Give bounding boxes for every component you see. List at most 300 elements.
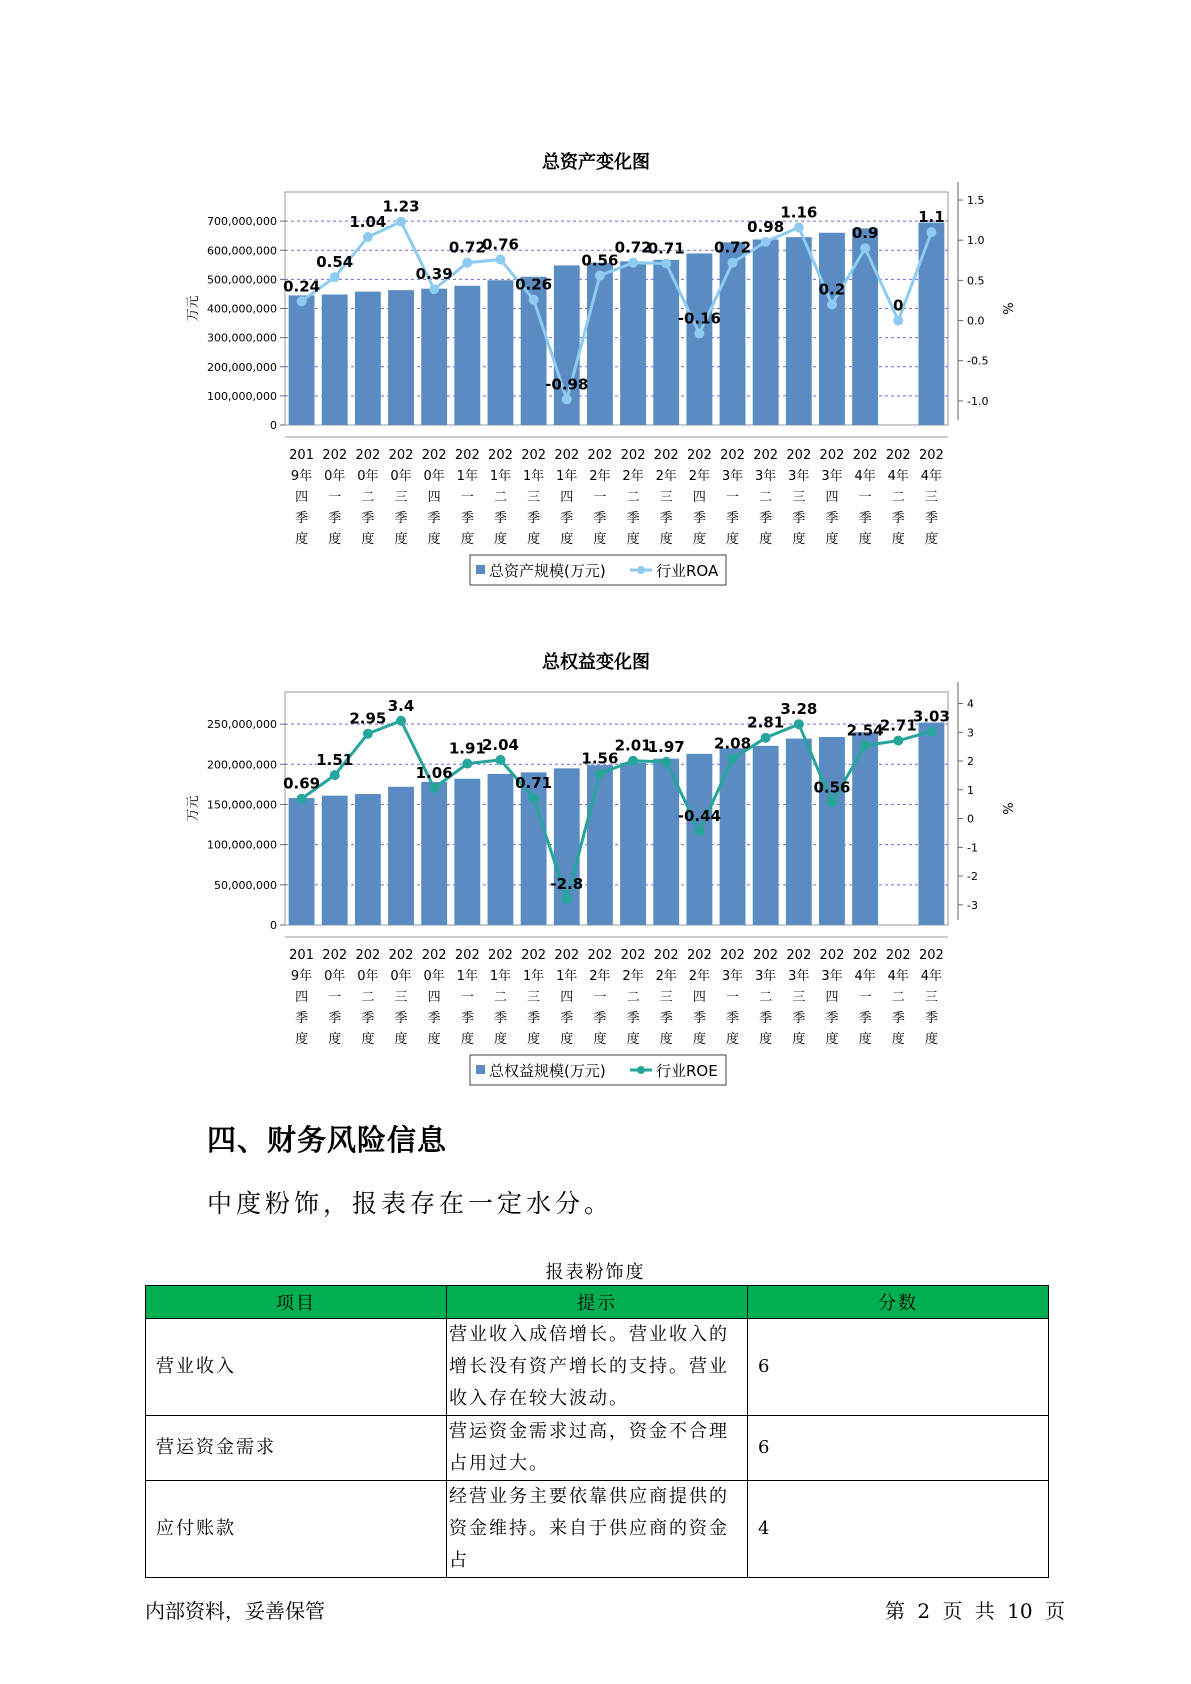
series-point xyxy=(661,757,671,767)
x-tick-label: 四 xyxy=(295,490,309,505)
x-tick-label: 0年 xyxy=(324,469,346,484)
x-tick-label: 202 xyxy=(653,448,679,463)
series-point xyxy=(893,316,903,326)
bar xyxy=(720,748,746,925)
x-tick-label: 4年 xyxy=(920,469,943,484)
row-score: 6 xyxy=(748,1319,1049,1416)
x-tick-label: 0年 xyxy=(423,469,445,484)
data-label: 1.23 xyxy=(382,197,420,216)
series-point xyxy=(562,394,572,404)
row-item: 营运资金需求 xyxy=(146,1416,447,1481)
x-tick-label: 季 xyxy=(891,1011,905,1026)
x-tick-label: 季 xyxy=(891,511,905,526)
x-tick-label: 202 xyxy=(521,448,547,463)
x-tick-label: 3年 xyxy=(821,469,843,484)
series-point xyxy=(761,733,771,743)
bar xyxy=(355,794,381,925)
x-tick-label: 季 xyxy=(361,1011,375,1026)
left-axis-tick-label: 200,000,000 xyxy=(207,758,277,772)
data-label: 3.4 xyxy=(387,696,415,715)
left-axis-tick-label: 500,000,000 xyxy=(207,273,277,287)
x-tick-label: 季 xyxy=(427,1011,441,1026)
series-point xyxy=(860,741,870,751)
data-label: 2.81 xyxy=(747,713,785,732)
data-label: 1.06 xyxy=(415,764,453,783)
x-tick-label: 度 xyxy=(527,1032,541,1047)
x-tick-label: 季 xyxy=(858,1011,872,1026)
x-tick-label: 9年 xyxy=(290,969,313,984)
bar xyxy=(454,286,480,425)
data-label: 1.04 xyxy=(349,212,387,231)
x-tick-label: 一 xyxy=(460,990,474,1005)
x-tick-label: 度 xyxy=(825,1032,839,1047)
x-tick-label: 度 xyxy=(527,532,541,547)
data-label: 0.54 xyxy=(316,253,354,272)
bar xyxy=(686,754,712,925)
x-tick-label: 1年 xyxy=(489,469,512,484)
x-tick-label: 202 xyxy=(919,948,944,963)
x-tick-label: 202 xyxy=(852,448,878,463)
x-tick-label: 202 xyxy=(653,948,679,963)
x-tick-label: 季 xyxy=(792,1011,806,1026)
x-tick-label: 0年 xyxy=(324,969,346,984)
x-tick-label: 度 xyxy=(493,1032,507,1047)
x-tick-label: 3年 xyxy=(788,469,810,484)
x-tick-label: 季 xyxy=(626,511,640,526)
x-tick-label: 季 xyxy=(825,511,839,526)
bar xyxy=(686,253,712,425)
bar xyxy=(289,798,315,925)
x-tick-label: 1年 xyxy=(556,969,578,984)
x-tick-label: 202 xyxy=(753,448,779,463)
bar xyxy=(488,280,514,425)
data-label: 0.72 xyxy=(614,238,652,257)
header-hint: 提示 xyxy=(447,1286,748,1319)
x-tick-label: 度 xyxy=(427,532,441,547)
left-axis-label: 万元 xyxy=(186,295,201,322)
x-tick-label: 度 xyxy=(759,1032,773,1047)
bar xyxy=(620,261,646,425)
x-tick-label: 度 xyxy=(427,1032,441,1047)
table-row xyxy=(146,1481,1049,1578)
bar xyxy=(421,289,447,425)
series-point xyxy=(628,258,638,268)
x-tick-label: 3年 xyxy=(721,969,744,984)
x-tick-label: 一 xyxy=(328,990,342,1005)
x-tick-label: 2年 xyxy=(655,469,677,484)
bar xyxy=(289,295,315,425)
legend-line-label: 行业ROE xyxy=(656,1062,718,1080)
x-tick-label: 四 xyxy=(560,490,574,505)
x-tick-label: 202 xyxy=(421,448,447,463)
data-label: 0.71 xyxy=(515,774,553,793)
data-label: 1.91 xyxy=(448,739,486,758)
x-tick-label: 四 xyxy=(692,990,706,1005)
right-axis-tick-label: 1.5 xyxy=(967,194,985,208)
chart-title: 总资产变化图 xyxy=(542,152,650,173)
left-axis-tick-label: 50,000,000 xyxy=(214,878,277,892)
series-point xyxy=(926,227,936,237)
x-tick-label: 度 xyxy=(560,532,574,547)
x-tick-label: 3年 xyxy=(755,969,777,984)
left-axis-tick-label: 150,000,000 xyxy=(207,798,277,812)
x-tick-label: 度 xyxy=(493,532,507,547)
data-label: 0.71 xyxy=(647,239,685,258)
series-point xyxy=(595,271,605,281)
header-score: 分数 xyxy=(748,1286,1049,1319)
x-tick-label: 202 xyxy=(322,948,348,963)
series-point xyxy=(661,259,671,269)
x-tick-label: 度 xyxy=(328,1032,342,1047)
left-axis-tick-label: 300,000,000 xyxy=(207,331,277,345)
x-tick-label: 三 xyxy=(527,990,541,1005)
x-tick-label: 季 xyxy=(560,1011,574,1026)
data-label: -2.8 xyxy=(550,875,584,894)
x-tick-label: 度 xyxy=(659,532,673,547)
chart-title: 总权益变化图 xyxy=(542,652,650,673)
data-label: 2.08 xyxy=(714,734,752,753)
x-tick-label: 一 xyxy=(858,990,872,1005)
x-tick-label: 二 xyxy=(891,990,905,1005)
x-tick-label: 202 xyxy=(521,948,547,963)
series-point xyxy=(728,754,738,764)
x-tick-label: 季 xyxy=(560,511,574,526)
right-axis-tick-label: 0.5 xyxy=(967,274,985,288)
x-tick-label: 度 xyxy=(924,532,938,547)
x-tick-label: 2年 xyxy=(688,469,711,484)
x-tick-label: 202 xyxy=(355,448,381,463)
x-tick-label: 度 xyxy=(726,1032,740,1047)
x-tick-label: 二 xyxy=(493,990,507,1005)
x-tick-label: 一 xyxy=(460,490,474,505)
bar xyxy=(322,796,348,925)
x-tick-label: 1年 xyxy=(456,969,478,984)
x-tick-label: 度 xyxy=(361,532,375,547)
bar xyxy=(786,739,812,925)
series-point xyxy=(529,295,539,305)
series-point xyxy=(429,284,439,294)
x-tick-label: 2年 xyxy=(589,469,611,484)
bar xyxy=(421,782,447,925)
right-axis-tick-label: 1.0 xyxy=(967,234,985,248)
legend-bar-swatch xyxy=(476,565,485,574)
table-row xyxy=(146,1319,1049,1416)
total-equity-chart xyxy=(0,640,1191,1090)
x-tick-label: 度 xyxy=(560,1032,574,1047)
x-tick-label: 四 xyxy=(560,990,574,1005)
x-tick-label: 季 xyxy=(924,511,938,526)
bar xyxy=(454,779,480,925)
series-point xyxy=(297,296,307,306)
series-point xyxy=(794,719,804,729)
series-point xyxy=(595,769,605,779)
x-tick-label: 202 xyxy=(388,948,414,963)
x-tick-label: 季 xyxy=(759,1011,773,1026)
x-tick-label: 1年 xyxy=(456,469,478,484)
x-tick-label: 202 xyxy=(620,448,646,463)
x-tick-label: 季 xyxy=(659,511,673,526)
x-tick-label: 202 xyxy=(355,948,381,963)
row-score: 4 xyxy=(748,1481,1049,1578)
x-tick-label: 季 xyxy=(295,511,309,526)
x-tick-label: 三 xyxy=(659,490,673,505)
x-tick-label: 二 xyxy=(759,990,773,1005)
x-tick-label: 0年 xyxy=(357,469,379,484)
x-tick-label: 三 xyxy=(659,990,673,1005)
bar xyxy=(852,228,878,425)
x-tick-label: 202 xyxy=(720,448,745,463)
x-tick-label: 二 xyxy=(626,490,640,505)
x-tick-label: 一 xyxy=(858,490,872,505)
data-label: 0.39 xyxy=(415,265,453,284)
bar xyxy=(786,237,812,425)
data-label: -0.44 xyxy=(677,807,721,826)
left-axis-tick-label: 700,000,000 xyxy=(207,215,277,229)
x-tick-label: 四 xyxy=(427,990,441,1005)
x-tick-label: 202 xyxy=(454,448,480,463)
x-tick-label: 二 xyxy=(626,990,640,1005)
x-tick-label: 季 xyxy=(394,1011,408,1026)
x-tick-label: 四 xyxy=(692,490,706,505)
x-tick-label: 三 xyxy=(792,490,806,505)
x-tick-label: 0年 xyxy=(357,969,379,984)
data-label: -0.98 xyxy=(545,375,589,394)
x-tick-label: 4年 xyxy=(920,969,943,984)
data-label: 2.95 xyxy=(349,709,387,728)
x-tick-label: 三 xyxy=(924,990,938,1005)
x-tick-label: 季 xyxy=(924,1011,938,1026)
data-label: 0.9 xyxy=(851,224,879,243)
bar xyxy=(819,737,845,925)
data-label: 0 xyxy=(893,296,904,315)
x-tick-label: 季 xyxy=(427,511,441,526)
x-tick-label: 季 xyxy=(394,511,408,526)
x-tick-label: 季 xyxy=(328,511,342,526)
data-label: 0.76 xyxy=(481,235,519,254)
data-label: 0.56 xyxy=(581,251,619,270)
risk-summary-text: 中度粉饰，报表存在一定水分。 xyxy=(207,1189,614,1218)
x-tick-label: 季 xyxy=(493,1011,507,1026)
series-point xyxy=(529,793,539,803)
x-tick-label: 4年 xyxy=(854,469,876,484)
right-axis-tick-label: 0 xyxy=(967,812,974,826)
left-axis-tick-label: 100,000,000 xyxy=(207,389,277,403)
x-tick-label: 度 xyxy=(792,1032,806,1047)
x-tick-label: 202 xyxy=(919,448,944,463)
data-label: 0.72 xyxy=(714,238,752,257)
right-axis-tick-label: -2 xyxy=(967,870,978,884)
series-point xyxy=(495,755,505,765)
x-tick-label: 度 xyxy=(858,1032,872,1047)
x-tick-label: 202 xyxy=(322,448,348,463)
series-point xyxy=(761,237,771,247)
x-tick-label: 度 xyxy=(361,1032,375,1047)
series-point xyxy=(495,254,505,264)
table-caption: 报表粉饰度 xyxy=(545,1262,646,1283)
data-label: 1.1 xyxy=(918,208,945,227)
right-axis-tick-label: 1 xyxy=(967,783,974,797)
x-tick-label: 季 xyxy=(659,1011,673,1026)
total-assets-chart xyxy=(0,140,1191,590)
x-tick-label: 季 xyxy=(361,511,375,526)
x-tick-label: 度 xyxy=(295,532,309,547)
bar xyxy=(587,765,613,925)
x-tick-label: 季 xyxy=(527,1011,541,1026)
x-tick-label: 三 xyxy=(527,490,541,505)
right-axis-label: % xyxy=(999,802,1014,815)
x-tick-label: 季 xyxy=(692,1011,706,1026)
row-hint: 营运资金需求过高，资金不合理占用过大。 xyxy=(447,1416,748,1481)
left-axis-tick-label: 600,000,000 xyxy=(207,244,277,258)
series-point xyxy=(363,232,373,242)
series-point xyxy=(462,258,472,268)
x-tick-label: 度 xyxy=(460,1032,474,1047)
x-tick-label: 2年 xyxy=(622,969,644,984)
data-label: 1.97 xyxy=(647,737,685,756)
x-tick-label: 季 xyxy=(527,511,541,526)
x-tick-label: 202 xyxy=(488,948,513,963)
left-axis-tick-label: 400,000,000 xyxy=(207,302,277,316)
x-tick-label: 四 xyxy=(295,990,309,1005)
right-axis-tick-label: -1.0 xyxy=(967,394,989,408)
x-tick-label: 1年 xyxy=(556,469,578,484)
x-tick-label: 3年 xyxy=(755,469,777,484)
data-label: 0.72 xyxy=(448,238,486,257)
x-tick-label: 度 xyxy=(593,532,607,547)
row-item: 营业收入 xyxy=(146,1319,447,1416)
data-label: 2.01 xyxy=(614,736,652,755)
x-tick-label: 度 xyxy=(328,532,342,547)
left-axis-label: 万元 xyxy=(186,795,201,822)
x-tick-label: 度 xyxy=(891,1032,905,1047)
data-label: 0.98 xyxy=(747,217,785,236)
x-tick-label: 202 xyxy=(554,948,580,963)
data-label: 3.28 xyxy=(780,700,818,719)
x-tick-label: 202 xyxy=(819,448,845,463)
x-tick-label: 度 xyxy=(726,532,740,547)
x-tick-label: 二 xyxy=(493,490,507,505)
row-hint: 营业收入成倍增长。营业收入的增长没有资产增长的支持。营业收入存在较大波动。 xyxy=(447,1319,748,1416)
bar xyxy=(620,763,646,925)
series-point xyxy=(562,894,572,904)
bar xyxy=(388,787,414,925)
x-tick-label: 度 xyxy=(825,532,839,547)
legend-line-label: 行业ROA xyxy=(656,562,719,580)
x-tick-label: 四 xyxy=(427,490,441,505)
bar xyxy=(819,233,845,425)
x-tick-label: 202 xyxy=(786,448,812,463)
x-tick-label: 202 xyxy=(720,948,745,963)
series-point xyxy=(827,299,837,309)
x-tick-label: 季 xyxy=(460,1011,474,1026)
x-tick-label: 201 xyxy=(289,448,314,463)
table-row xyxy=(146,1416,1049,1481)
x-tick-label: 202 xyxy=(885,948,911,963)
x-tick-label: 季 xyxy=(726,511,740,526)
bar xyxy=(322,295,348,425)
x-tick-label: 202 xyxy=(620,948,646,963)
left-axis-tick-label: 200,000,000 xyxy=(207,360,277,374)
bar xyxy=(587,263,613,425)
series-point xyxy=(728,258,738,268)
x-tick-label: 202 xyxy=(885,448,911,463)
right-axis-tick-label: 2 xyxy=(967,755,974,769)
x-tick-label: 二 xyxy=(361,490,375,505)
x-tick-label: 202 xyxy=(819,948,845,963)
left-axis-tick-label: 0 xyxy=(270,419,277,432)
data-label: 0.69 xyxy=(283,774,321,793)
x-tick-label: 四 xyxy=(825,990,839,1005)
data-label: 2.04 xyxy=(481,735,519,754)
x-tick-label: 度 xyxy=(924,1032,938,1047)
x-tick-label: 度 xyxy=(858,532,872,547)
x-tick-label: 202 xyxy=(388,448,414,463)
bar xyxy=(720,242,746,425)
data-label: 3.03 xyxy=(912,707,950,726)
x-tick-label: 3年 xyxy=(788,969,810,984)
data-label: 0.26 xyxy=(515,275,553,294)
series-point xyxy=(926,726,936,736)
x-tick-label: 季 xyxy=(295,1011,309,1026)
x-tick-label: 季 xyxy=(460,511,474,526)
x-tick-label: 0年 xyxy=(390,469,412,484)
x-tick-label: 季 xyxy=(493,511,507,526)
row-score: 6 xyxy=(748,1416,1049,1481)
bar xyxy=(355,292,381,425)
x-tick-label: 9年 xyxy=(290,469,313,484)
row-hint: 经营业务主要依靠供应商提供的资金维持。来自于供应商的资金占 xyxy=(447,1481,748,1578)
data-label: -0.16 xyxy=(677,309,721,328)
x-tick-label: 度 xyxy=(891,532,905,547)
x-tick-label: 3年 xyxy=(821,969,843,984)
x-tick-label: 二 xyxy=(759,490,773,505)
bar xyxy=(753,239,779,425)
x-tick-label: 0年 xyxy=(423,969,445,984)
x-tick-label: 度 xyxy=(394,532,408,547)
series-point xyxy=(429,783,439,793)
x-tick-label: 季 xyxy=(593,511,607,526)
header-item: 项目 xyxy=(146,1286,447,1319)
x-tick-label: 0年 xyxy=(390,969,412,984)
left-axis-tick-label: 0 xyxy=(270,919,277,932)
x-tick-label: 一 xyxy=(593,490,607,505)
x-tick-label: 二 xyxy=(891,490,905,505)
x-tick-label: 2年 xyxy=(622,469,644,484)
x-tick-label: 201 xyxy=(289,948,314,963)
data-label: 2.71 xyxy=(879,716,917,735)
data-label: 0.2 xyxy=(818,280,846,299)
right-axis-label: % xyxy=(999,302,1014,315)
x-tick-label: 度 xyxy=(295,1032,309,1047)
x-tick-label: 季 xyxy=(692,511,706,526)
x-tick-label: 度 xyxy=(659,1032,673,1047)
x-tick-label: 202 xyxy=(786,948,812,963)
x-tick-label: 1年 xyxy=(489,969,512,984)
table-header-row xyxy=(146,1286,1049,1319)
x-tick-label: 一 xyxy=(593,990,607,1005)
x-tick-label: 度 xyxy=(593,1032,607,1047)
series-point xyxy=(827,797,837,807)
data-label: 2.54 xyxy=(846,721,884,740)
data-label: 1.56 xyxy=(581,749,619,768)
risk-table xyxy=(145,1285,1049,1578)
footer-confidential: 内部资料，妥善保管 xyxy=(145,1599,325,1623)
x-tick-label: 度 xyxy=(692,532,706,547)
left-axis-tick-label: 250,000,000 xyxy=(207,718,277,732)
x-tick-label: 4年 xyxy=(887,469,909,484)
legend-bar-label: 总资产规模(万元) xyxy=(489,562,606,580)
x-tick-label: 一 xyxy=(328,490,342,505)
